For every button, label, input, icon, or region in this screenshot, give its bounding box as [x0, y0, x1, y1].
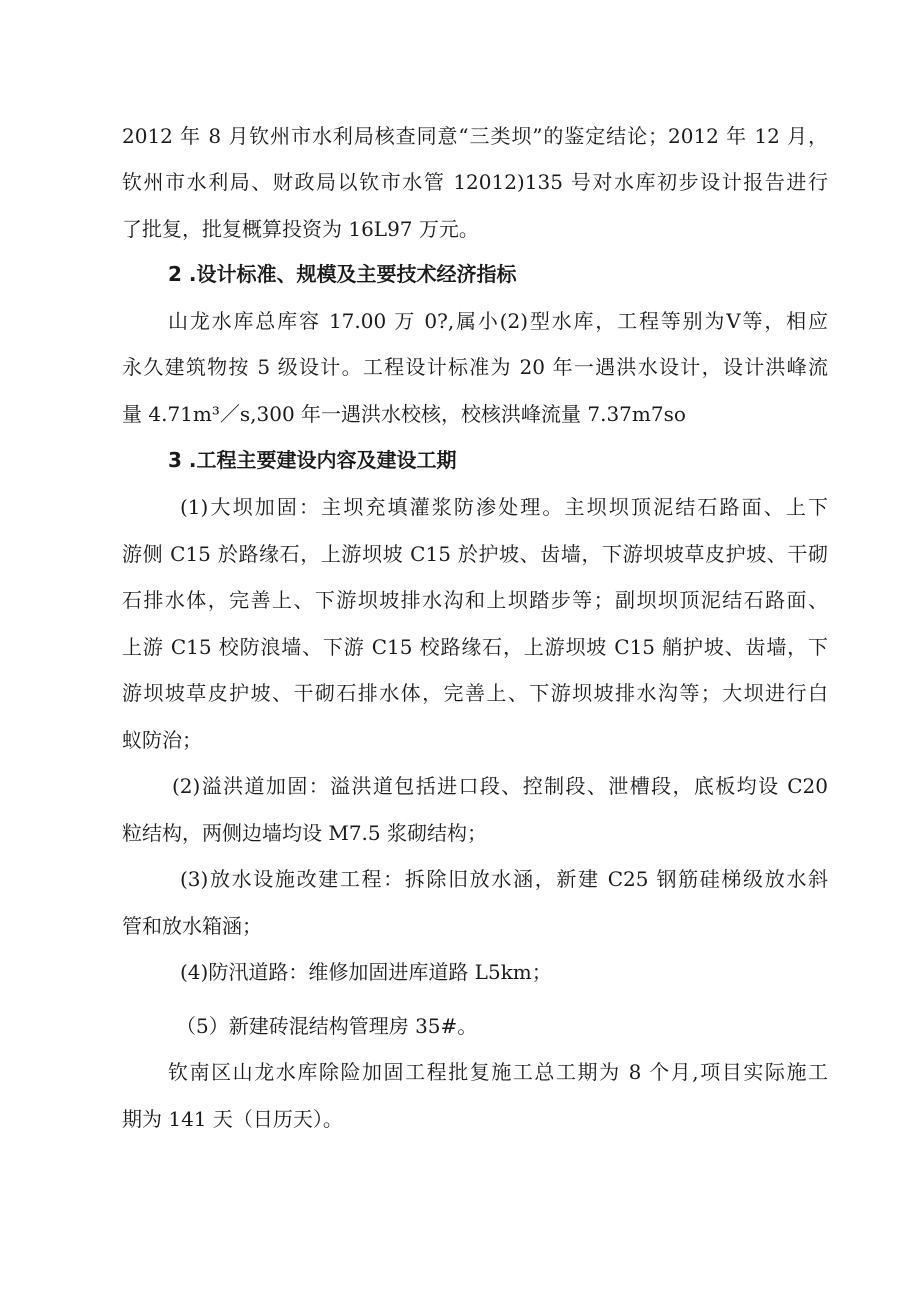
item-1-line-3: 石排水体，完善上、下游坝坡排水沟和上坝踏步等；副坝坝顶泥结石路面、	[122, 588, 828, 612]
item-1-line-6: 蚁防治；	[122, 728, 202, 752]
intro-line-3: 了批复，批复概算投资为 16L97 万元。	[122, 217, 479, 241]
item-1-line-2: 游侧 C15 於路缘石，上游坝坡 C15 於护坡、齿墙，下游坝坡草皮护坡、干砌	[122, 542, 828, 566]
item-5: （5）新建砖混结构管理房 35#。	[176, 1014, 478, 1038]
schedule-line-2: 期为 141 天（日历天）。	[122, 1107, 343, 1131]
item-1-line-5: 游坝坡草皮护坡、干砌石排水体，完善上、下游坝坡排水沟等；大坝进行白	[122, 681, 828, 705]
item-4: (4)防汛道路：维修加固进库道路 L5km；	[180, 960, 552, 984]
item-1-line-4: 上游 C15 校防浪墙、下游 C15 校路缘石，上游坝坡 C15 艄护坡、齿墙，下	[122, 635, 828, 659]
intro-line-1: 2012 年 8 月钦州市水利局核查同意“三类坝”的鉴定结论；2012 年 12 月，	[122, 124, 828, 148]
section-2-heading: 2 .设计标准、规模及主要技术经济指标	[168, 262, 517, 286]
section-2-line-3: 量 4.71m³／s,300 年一遇洪水校核，校核洪峰流量 7.37m7so	[122, 402, 686, 426]
item-3-line-1: (3)放水设施改建工程：拆除旧放水涵，新建 C25 钢筋硅梯级放水斜	[180, 867, 828, 891]
section-3-heading: 3 .工程主要建设内容及建设工期	[168, 448, 457, 472]
schedule-line-1: 钦南区山龙水库除险加固工程批复施工总工期为 8 个月,项目实际施工	[168, 1060, 828, 1084]
intro-line-2: 钦州市水利局、财政局以钦市水管 12012)135 号对水库初步设计报告进行	[122, 170, 828, 194]
item-2-line-2: 粒结构，两侧边墙均设 M7.5 浆砌结构；	[122, 821, 487, 845]
item-1-line-1: (1)大坝加固：主坝充填灌浆防渗处理。主坝坝顶泥结石路面、上下	[180, 495, 828, 519]
item-2-line-1: (2)溢洪道加固：溢洪道包括进口段、控制段、泄槽段，底板均设 C20	[172, 774, 828, 798]
section-2-line-1: 山龙水库总库容 17.00 万 0?,属小(2)型水库，工程等别为Ⅴ等，相应	[168, 309, 828, 333]
section-2-line-2: 永久建筑物按 5 级设计。工程设计标准为 20 年一遇洪水设计，设计洪峰流	[122, 355, 828, 379]
item-3-line-2: 管和放水箱涵；	[122, 914, 262, 938]
